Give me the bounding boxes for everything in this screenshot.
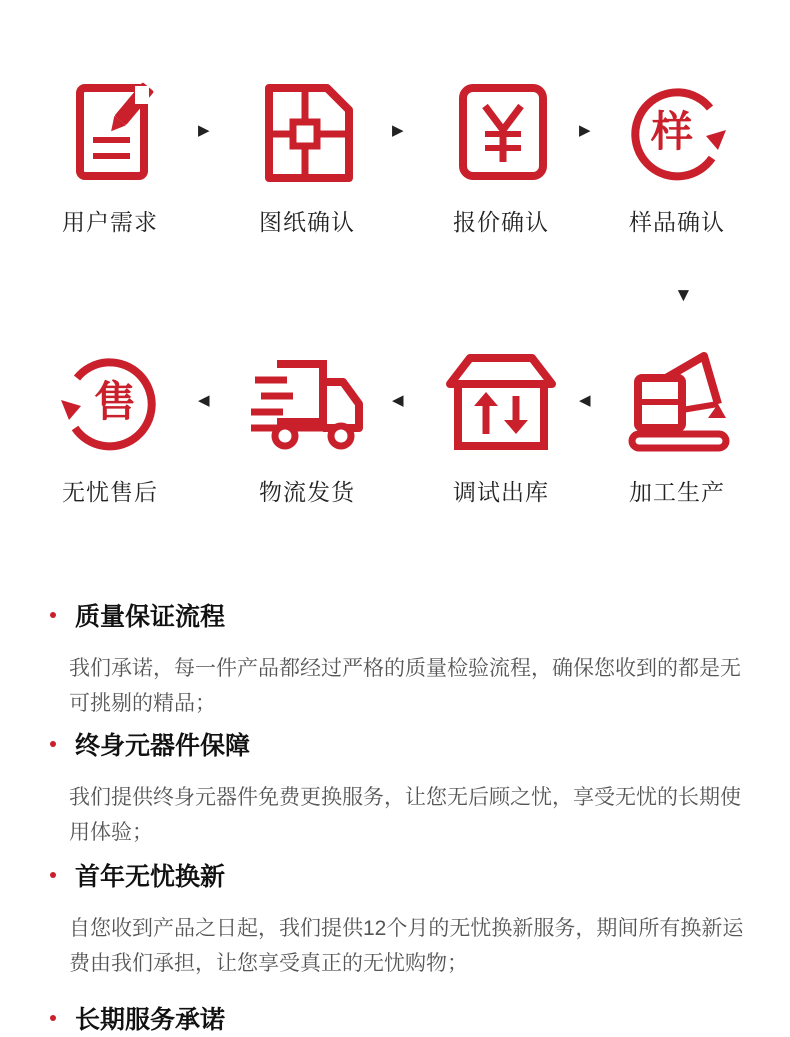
section-lifetime-components	[48, 726, 758, 850]
section-title: 长期服务承诺	[75, 1006, 226, 1034]
requirement-edit-icon	[60, 78, 160, 188]
step-label: 物流发货	[259, 479, 355, 505]
arrow-right-icon: ▶	[392, 122, 404, 139]
section-long-term-service	[48, 1000, 758, 1036]
step-label: 样品确认	[629, 209, 725, 235]
bullet-dot-icon	[50, 1015, 56, 1021]
step-user-requirement	[45, 78, 175, 237]
section-description: 自您收到产品之日起，我们提供12个月的无忧换新服务，期间所有换新运费由我们承担，让您享受真正的无忧购物；	[69, 917, 744, 975]
sample-icon	[622, 78, 732, 188]
step-test-outbound	[436, 348, 566, 507]
arrow-left-icon: ◀	[392, 392, 404, 409]
step-delivery	[242, 348, 372, 507]
step-after-sales	[45, 348, 175, 507]
arrow-down-icon: ▼	[674, 285, 693, 306]
section-description: 我们承诺，每一件产品都经过严格的质量检验流程，确保您收到的都是无可挑剔的精品；	[69, 657, 741, 715]
step-label: 用户需求	[62, 209, 158, 235]
bullet-dot-icon	[50, 741, 56, 747]
step-production	[612, 348, 742, 507]
excavator-icon	[622, 348, 732, 458]
step-sample-confirm	[612, 78, 742, 237]
after-sales-icon	[55, 348, 165, 458]
step-label: 报价确认	[453, 209, 549, 235]
yen-quote-icon	[451, 78, 551, 188]
step-drawing-confirm	[242, 78, 372, 237]
arrow-right-icon: ▶	[579, 122, 591, 139]
bullet-dot-icon	[50, 612, 56, 618]
drawing-icon	[257, 78, 357, 188]
section-description: 我们提供终身元器件免费更换服务，让您无后顾之忧，享受无忧的长期使用体验；	[69, 786, 741, 844]
delivery-truck-icon	[247, 348, 367, 458]
arrow-left-icon: ◀	[198, 392, 210, 409]
section-title: 首年无忧换新	[75, 863, 226, 891]
section-title: 终身元器件保障	[75, 732, 251, 760]
arrow-right-icon: ▶	[198, 122, 210, 139]
step-quote-confirm	[436, 78, 566, 237]
package-box-icon	[446, 348, 556, 458]
section-first-year-replacement	[48, 857, 758, 981]
sample-icon-text: 样	[650, 107, 694, 156]
step-label: 加工生产	[629, 479, 725, 505]
after-sales-icon-text: 售	[93, 377, 137, 426]
arrow-left-icon: ◀	[579, 392, 591, 409]
section-title: 质量保证流程	[75, 603, 226, 631]
step-label: 调试出库	[453, 479, 549, 505]
section-quality-process	[48, 597, 758, 721]
step-label: 无忧售后	[62, 479, 158, 505]
step-label: 图纸确认	[259, 209, 355, 235]
bullet-dot-icon	[50, 872, 56, 878]
